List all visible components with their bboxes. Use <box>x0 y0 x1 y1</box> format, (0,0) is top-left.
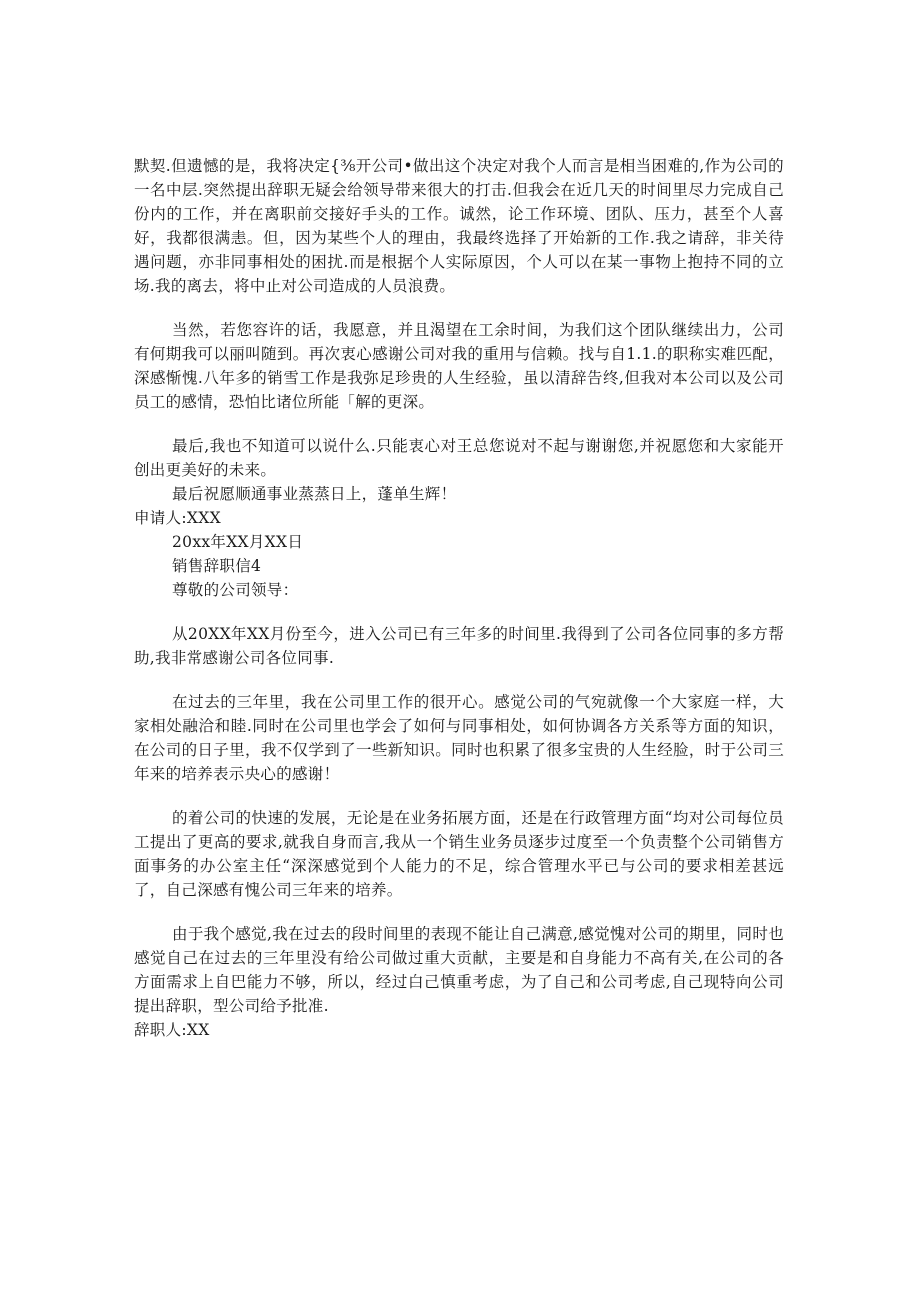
document-page <box>134 154 784 1042</box>
paragraph-intro: 从20XX年XX月份至今，进入公司已有三年多的时间里.我得到了公司各位同事的多方帮助,我非常感谢公司各位同事. <box>134 625 784 667</box>
closing-wish: 最后祝愿顺通事业蒸蒸日上，蓬单生辉！ <box>172 485 457 503</box>
paragraph-three-years: 在过去的三年里，我在公司里工作的很开心。感觉公司的气宛就像一个大家庭一样，大家相处融洽和睦.同时在公司里也学会了如何与同事相处，如何协调各方关系等方面的知识，在公司的日子里，我不仅学到了一些新知识。同时也积累了很多宝贵的人生经脸，时于公司三年来的培养表示央心的感谢！ <box>134 693 784 783</box>
paragraph-continuation: 默契.但遗憾的是，我将决定{⅜开公司•做出这个决定对我个人而言是相当困难的,作为公司的一名中层.突然提出辞职无疑会给领导带来很大的打击.但我会在近几天的时间里尽力完成自己份内的工作，并在离职前交接好手头的工作。诚然，论工作环境、团队、压力，甚至个人喜好，我都很满恚。但，因为某些个人的理由，我最终选择了开始新的工作.我之请辞，非关待遇问题，亦非同事相处的困扰.而是根据个人实际原因，个人可以在某一事物上抱持不同的立场.我的离去，将中止对公司造成的人员浪费。 <box>134 157 784 295</box>
signer-line: 辞职人:XX <box>134 1021 210 1039</box>
paragraph-resignation-reason: 由于我个感觉,我在过去的段时间里的表现不能让自己满意,感觉愧对公司的期里，同时也感觉自己在过去的三年里没有给公司做过重大贡献，主要是和自身能力不高有关,在公司的各方面需求上自巴能力不够，所以，经过白己慎重考虑，为了自己和公司考虑,自己现特向公司提出辞职，型公司给予批准. <box>134 925 784 1015</box>
paragraph-offer-help: 当然，若您容许的话，我愿意，并且渴望在工余时间，为我们这个团队继续出力，公司有何期我可以丽叫随到。再次衷心感谢公司对我的重用与信赖。找与自1.1.的职称实难匹配，深感惭愧.八年多的销雪工作是我弥足珍贵的人生经验，虽以清辞告终,但我对本公司以及公司员工的感情，恐怕比诸位所能「解的更深。 <box>134 321 784 411</box>
paragraph-development: 的着公司的快速的发展，无论是在业务拓展方面，还是在行政管理方面“均对公司每位员工提出了更高的要求,就我自身而言,我从一个销生业务员逐步过度至一个负责整个公司销售方面事务的办公室主任“深深感觉到个人能力的不足，综合管理水平已与公司的要求相差甚远了，自己深感有愧公司三年来的培养。 <box>134 809 784 899</box>
applicant-line: 申请人:XXX <box>134 509 221 527</box>
salutation: 尊敬的公司领导： <box>172 581 299 599</box>
paragraph-closing-thanks: 最后,我也不知道可以说什么.只能衷心对王总您说对不起与谢谢您,并祝愿您和大家能开创出更美好的未来。 <box>134 437 784 479</box>
date-line: 20xx年XX月XX日 <box>172 533 304 551</box>
letter-heading: 销售辞职信4 <box>172 557 262 575</box>
